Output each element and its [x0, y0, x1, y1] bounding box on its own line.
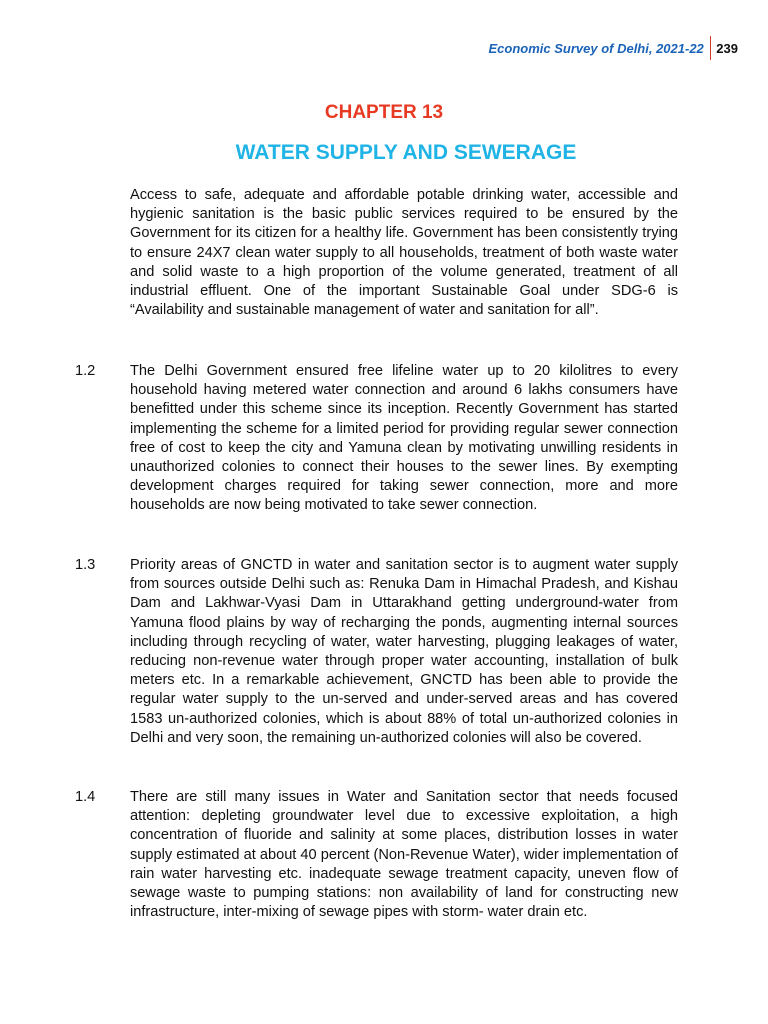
intro-paragraph: Access to safe, adequate and affordable potable drinking water, accessible and hygienic sanitation is the basic public services required to be ensured by the Government for its citizen for a healthy life. Government has been consistently trying to ensure 24X7 clean water supply to all households, treatment of both waste water and solid waste to a high proportion of the volume generated, treatment of all industrial effluent. One of the important Sustainable Goal under SDG-6 is “Availability and sustainable management of water and sanitation for all”.	[130, 187, 678, 319]
running-header-title: Economic Survey of Delhi, 2021-22	[488, 40, 704, 56]
paragraph-number: 1.4	[75, 789, 96, 805]
paragraph-number: 1.2	[75, 363, 96, 379]
running-header	[488, 36, 738, 60]
paragraph-1-3: Priority areas of GNCTD in water and sanitation sector is to augment water supply from sources outside Delhi such as: Renuka Dam in Himachal Pradesh, and Kishau Dam and Lakhwar-Vyasi Dam in Uttarakhand getting underground-water from Yamuna flood plains by way of recharging the ponds, augmenting internal sources including through recycling of water, water harvesting, plugging leakages of water, reducing non-revenue water through proper water accounting, installation of bulk meters etc. In a remarkable achievement, GNCTD has been able to provide the regular water supply to the un-served and under-served areas and has covered 1583 un-authorized colonies, which is about 88% of total un-authorized colonies in Delhi and very soon, the remaining un-authorized colonies will also be covered.	[130, 557, 678, 746]
paragraph-1-2: The Delhi Government ensured free lifeline water up to 20 kilolitres to every household having metered water connection and around 6 lakhs consumers have benefitted under this scheme since its inception. Recently Government has started implementing the scheme for a limited period for providing regular sewer connection free of cost to keep the city and Yamuna clean by motivating unwilling residents in unauthorized colonies to connect their houses to the sewer lines. By exempting development charges required for taking sewer connection, more and more households are now being motivated to take sewer connection.	[130, 363, 678, 514]
chapter-label: CHAPTER 13	[324, 102, 444, 123]
chapter-title: WATER SUPPLY AND SEWERAGE	[235, 141, 577, 164]
page-number: 239	[716, 40, 738, 56]
paragraph-1-4: There are still many issues in Water and Sanitation sector that needs focused attention: depleting groundwater level due to excessive exploitation, a high concentration of fluoride and salinity at some places, distribution losses in water supply estimated at about 40 percent (Non-Revenue Water), wider implementation of rain water harvesting etc. inadequate sewage treatment capacity, uneven flow of sewage waste to pumping stations: non availability of land for constructing new infrastructure, inter-mixing of sewage pipes with storm- water drain etc.	[130, 789, 678, 921]
paragraph-number: 1.3	[75, 557, 96, 573]
